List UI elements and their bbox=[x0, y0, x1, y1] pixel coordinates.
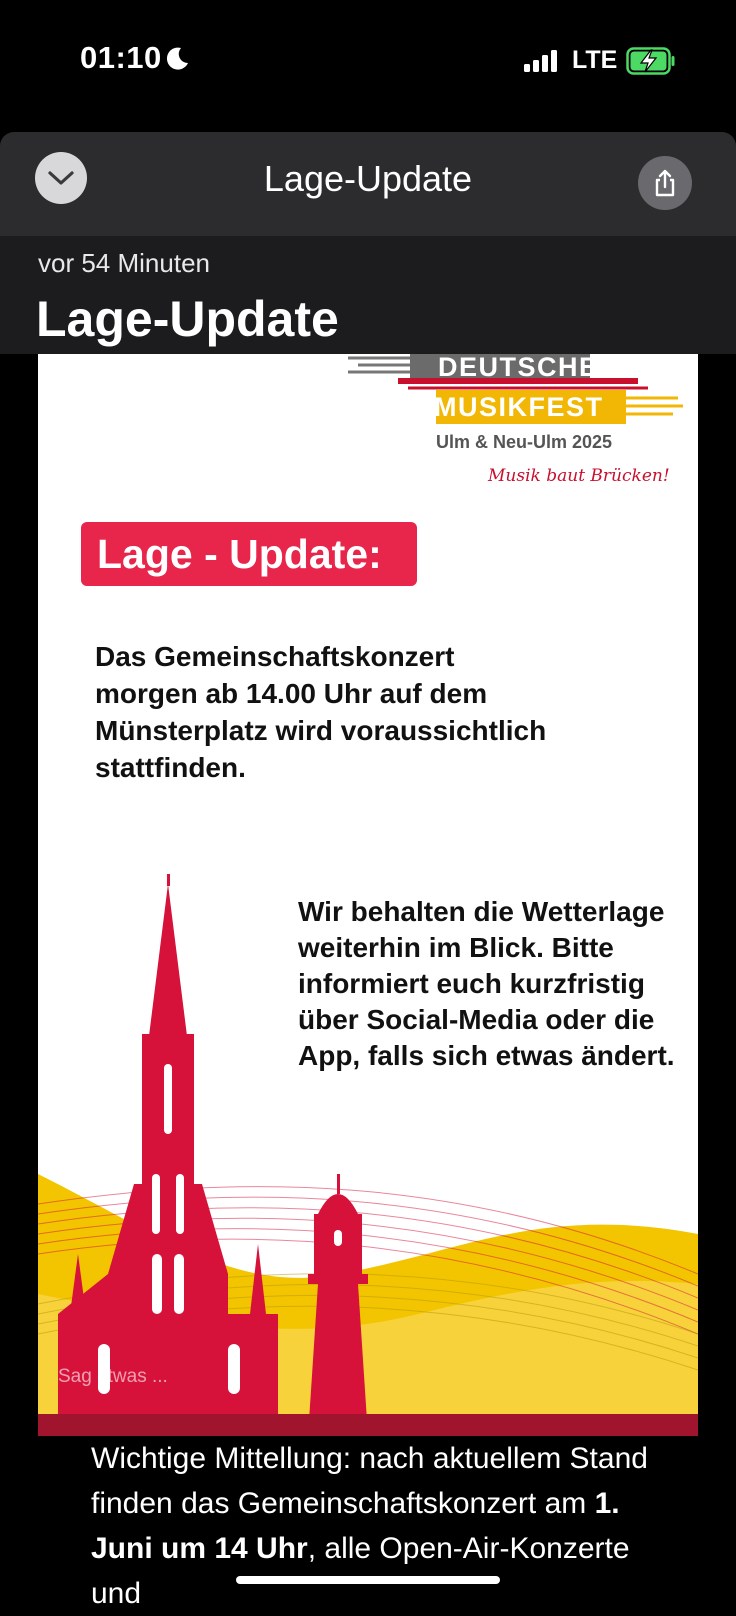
status-time: 01:10 bbox=[80, 40, 162, 75]
ulm-skyline-illustration bbox=[38, 874, 698, 1436]
caption-text-continued: , alle Open-Air-Konzerte und bbox=[91, 1532, 630, 1610]
network-label: LTE bbox=[572, 46, 618, 74]
post-caption bbox=[91, 1436, 651, 1616]
story-image[interactable] bbox=[38, 354, 698, 1436]
status-bar bbox=[0, 0, 736, 120]
moon-icon bbox=[163, 45, 191, 73]
signal-icon bbox=[524, 50, 560, 72]
header-title: Lage-Update bbox=[263, 158, 473, 199]
home-indicator[interactable] bbox=[236, 1576, 500, 1584]
poster-text-concert: Das Gemeinschaftskonzert morgen ab 14.00 Uhr auf dem Münsterplatz wird voraussichtlich stattfinden. bbox=[95, 641, 547, 783]
update-badge: Lage - Update: bbox=[81, 522, 417, 586]
logo-city: Ulm & Neu-Ulm 2025 bbox=[436, 432, 613, 452]
caption-text: Wichtige Mittellung: nach aktuellem Stand finden das Gemeinschaftskonzert am bbox=[91, 1442, 648, 1520]
share-icon bbox=[652, 168, 678, 198]
poster-text-weather: Wir behalten die Wetterlage weiterhin im Blick. Bitte informiert euch kurzfristig über Social-Media oder die App, falls sich etwas ändert. bbox=[298, 896, 675, 1071]
post-title: Lage-Update bbox=[36, 291, 339, 347]
logo-line2: MUSIKFEST bbox=[434, 392, 604, 422]
caption-date: 1. Juni um 14 Uhr bbox=[91, 1487, 620, 1565]
logo-motto: Musik baut Brücken! bbox=[488, 466, 670, 486]
comment-placeholder[interactable]: Sag etwas ... bbox=[58, 1366, 168, 1387]
battery-charging-icon bbox=[626, 47, 676, 75]
post-timestamp: vor 54 Minuten bbox=[38, 248, 210, 278]
share-button[interactable] bbox=[638, 156, 692, 210]
logo-line1: DEUTSCHES bbox=[438, 354, 619, 382]
